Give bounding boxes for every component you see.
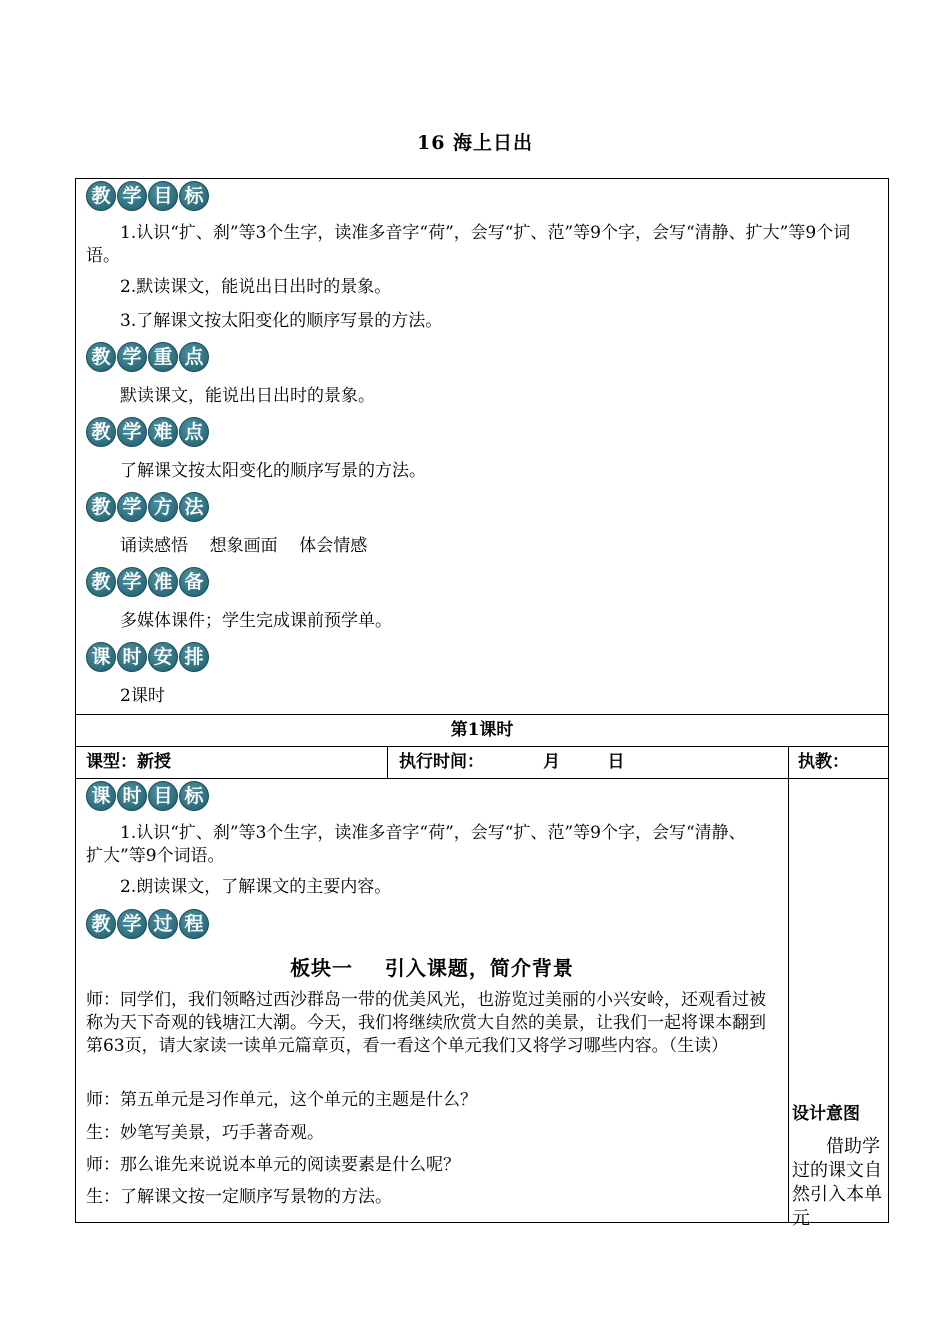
badge-difficult: 教 学 难 点 [86,417,209,449]
process-line: 师：那么谁先来说说本单元的阅读要素是什么呢？ [86,1155,460,1175]
method-text: 诵读感悟 想象画面 体会情感 [120,536,368,556]
prep-text: 多媒体课件；学生完成课前预学单。 [120,611,392,631]
design-text: 借助学过的课文自然引入本单元 [792,1136,882,1229]
goal-item-1: 1.认识“扩、刹”等3个生字，读准多音字“荷”，会写“扩、范”等9个字，会写“清静、扩大”等9个词语。 [86,223,851,266]
meta-divider [788,747,789,778]
meta-divider [387,747,388,778]
difficult-text: 了解课文按太阳变化的顺序写景的方法。 [120,461,426,481]
page-title: 16 海上日出 [416,132,534,154]
lesson-time: 执行时间： 月 日 [399,752,625,772]
goal-item-2: 2.默读课文，能说出日出时的景象。 [120,277,392,297]
process-line: 生：妙笔写美景，巧手著奇观。 [86,1123,324,1143]
badge-key: 教 学 重 点 [86,342,209,374]
badge-lesson-goals: 课 时 目 标 [86,781,209,813]
process-heading: 板块一 引入课题，简介背景 [290,956,574,980]
lesson-teacher: 执教： [798,752,849,772]
schedule-text: 2课时 [120,686,165,706]
badge-method: 教 学 方 法 [86,492,209,524]
lesson-label: 第1课时 [75,714,889,747]
badge-process: 教 学 过 程 [86,909,209,941]
design-title: 设计意图 [792,1104,860,1124]
overview-box [75,178,889,715]
lesson-type: 课型：新授 [86,752,171,772]
lesson-goal-1: 1.认识“扩、刹”等3个生字，读准多音字“荷”，会写“扩、范”等9个字，会写“清静、扩大”等9个词语。 [86,823,746,866]
badge-goals: 教 学 目 标 [86,181,209,213]
process-line: 师：第五单元是习作单元，这个单元的主题是什么？ [86,1090,477,1110]
process-line: 师：同学们，我们领略过西沙群岛一带的优美风光，也游览过美丽的小兴安岭，还观看过被称为天下奇观的钱塘江大潮。今天，我们将继续欣赏大自然的美景，让我们一起将课本翻到第63页，请大家读一读单元篇章页，看一看这个单元我们又将学习哪些内容。（生读） [86,990,766,1056]
process-line: 生：了解课文按一定顺序写景物的方法。 [86,1187,392,1207]
side-divider [788,779,789,1222]
lesson-box [75,778,889,1229]
badge-schedule: 课 时 安 排 [86,642,209,674]
lesson-meta-row [75,746,889,779]
goal-item-3: 3.了解课文按太阳变化的顺序写景的方法。 [120,311,443,331]
lesson-goal-2: 2.朗读课文，了解课文的主要内容。 [120,877,392,897]
badge-prep: 教 学 准 备 [86,567,209,599]
key-text: 默读课文，能说出日出时的景象。 [120,386,375,406]
